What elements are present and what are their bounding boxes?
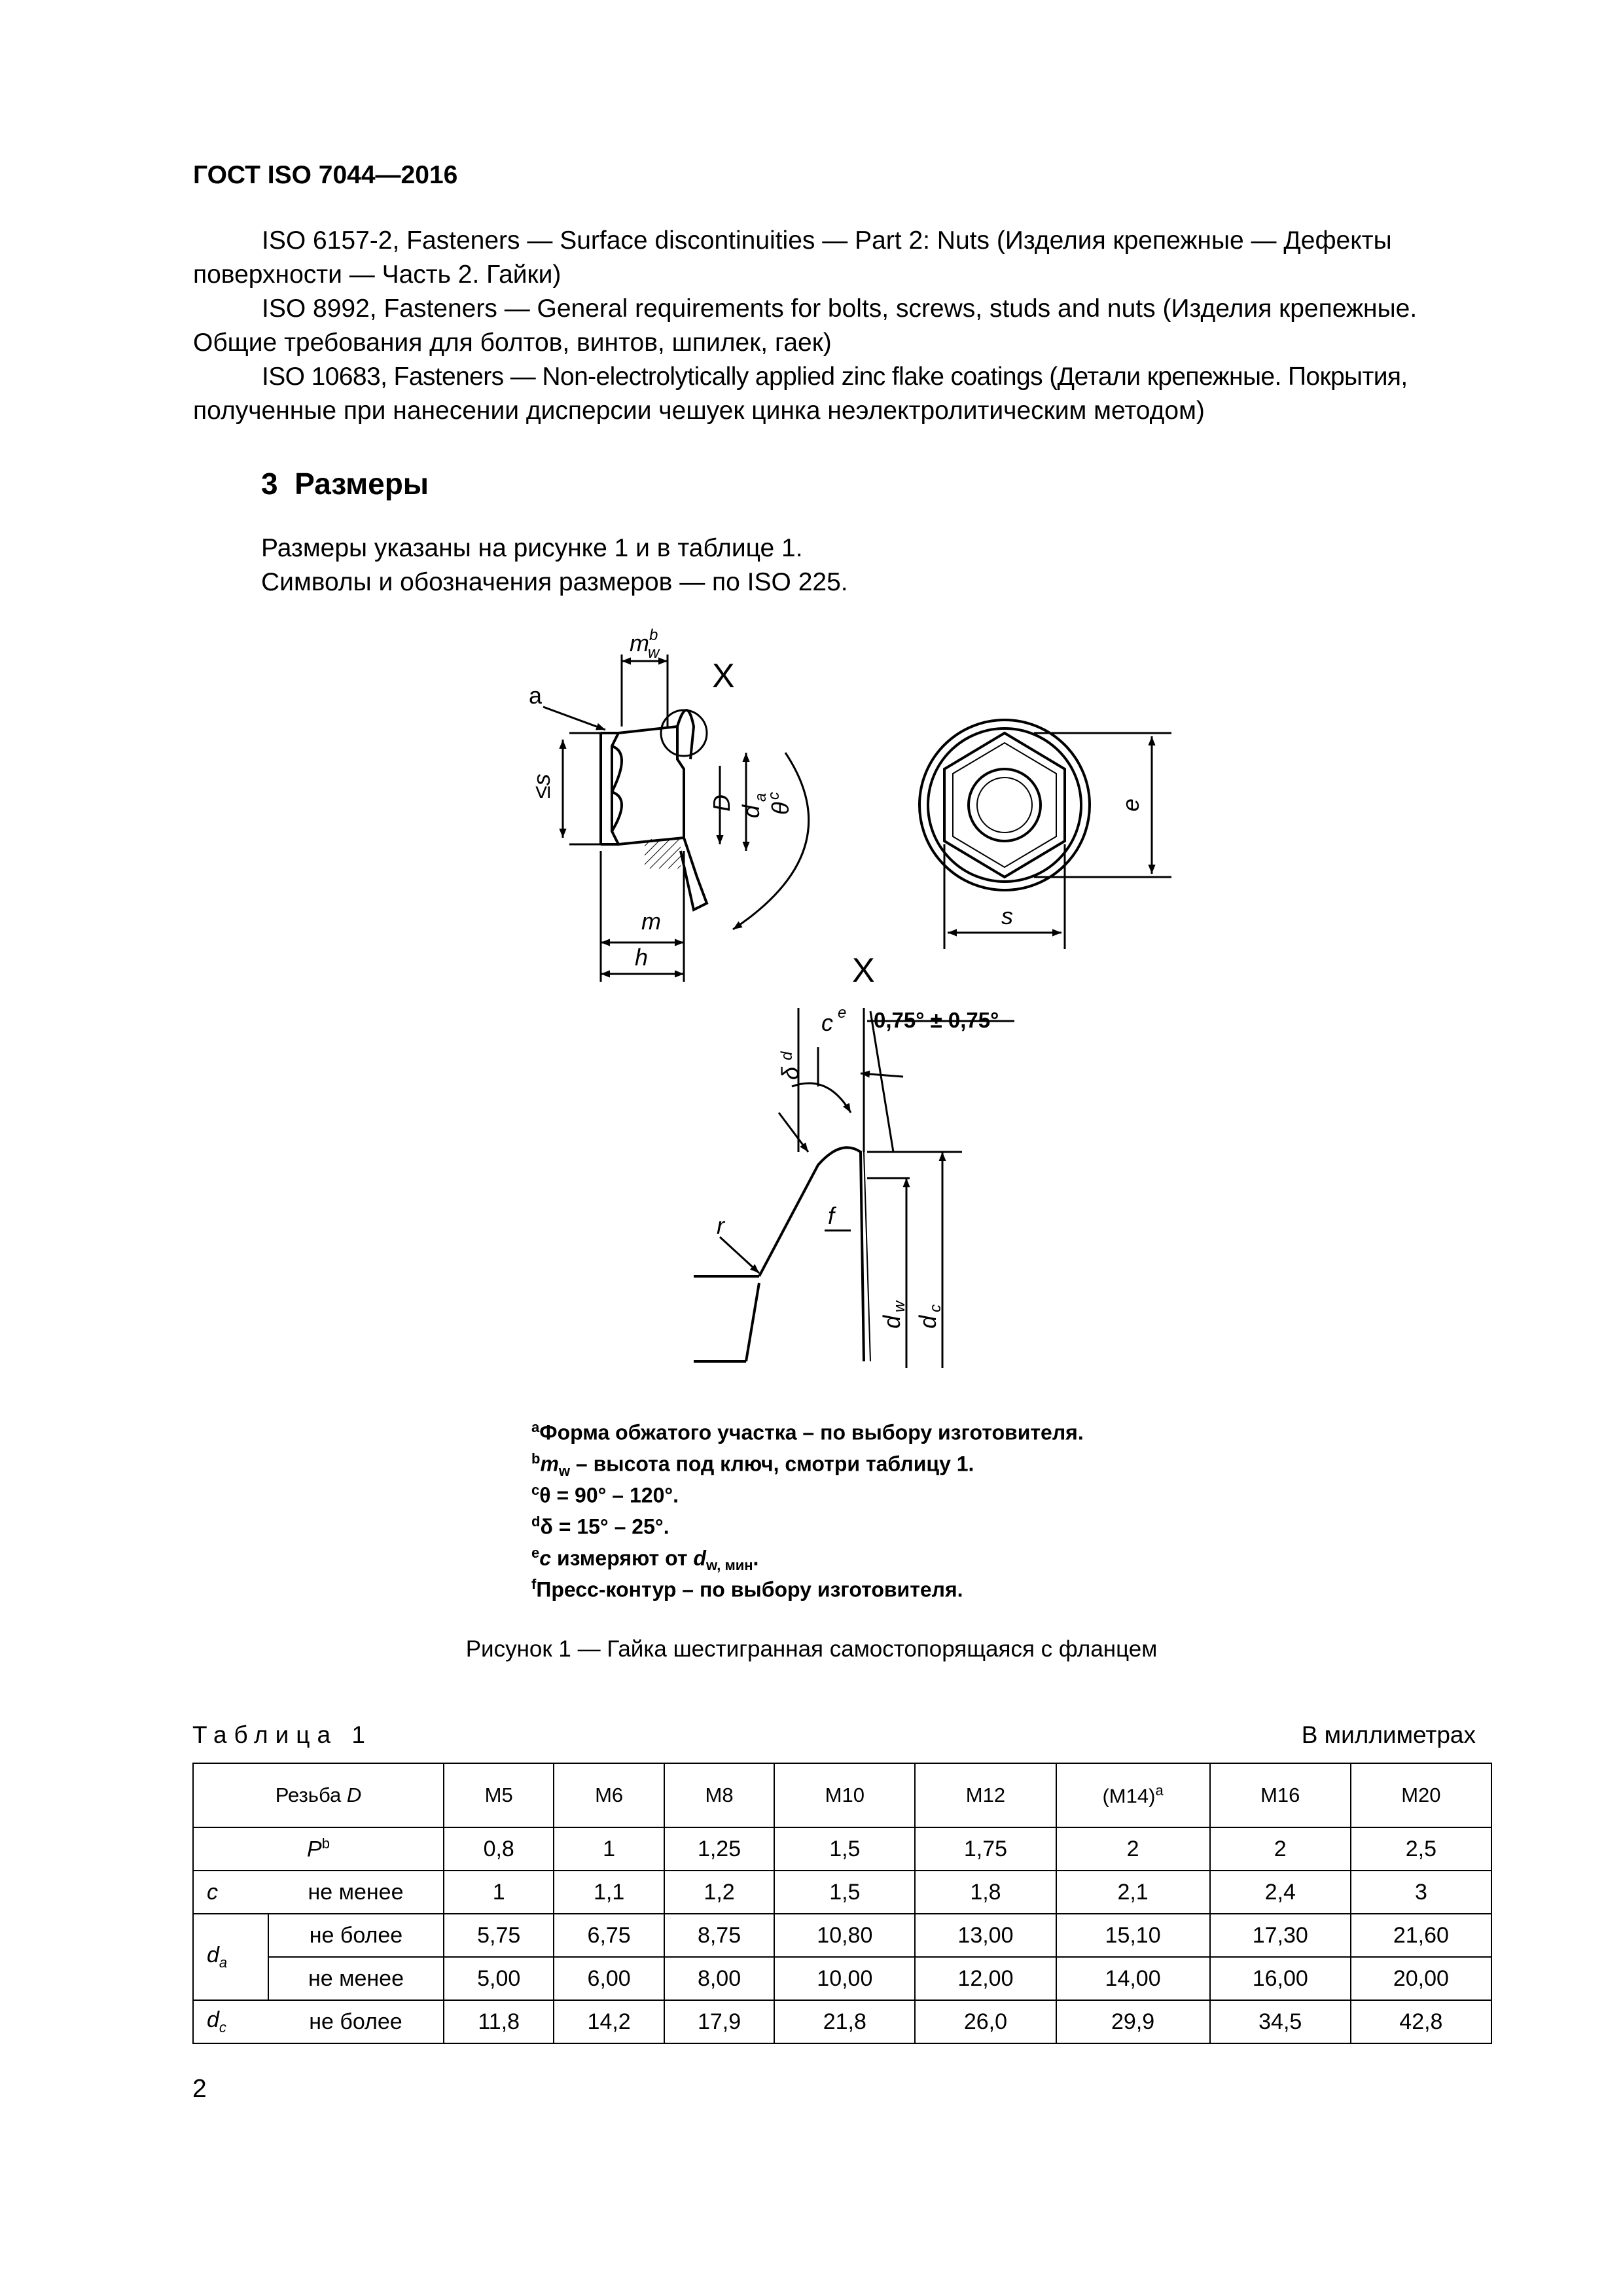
col-header: M6 [554, 1763, 664, 1827]
reference-line: ISO 10683, Fasteners — Non-electrolytically applied zinc flake coatings (Детали крепежные. Покрытия, [262, 363, 1408, 391]
header-thread: Резьба D [193, 1763, 444, 1827]
label-s-le: ≤s [528, 774, 555, 798]
row-qualifier: не менее [268, 1957, 444, 2000]
table-row-da-min [193, 1957, 1491, 2000]
intro-line: Символы и обозначения размеров — по ISO 225. [261, 568, 848, 596]
intro-line: Размеры указаны на рисунке 1 и в таблице 1. [261, 534, 803, 562]
reference-line: полученные при нанесении дисперсии чешуек цинка неэлектролитическим методом) [193, 397, 1205, 425]
label-f: f [828, 1202, 835, 1229]
label-dc: d [914, 1315, 941, 1329]
table-cell: 21,8 [774, 2000, 915, 2043]
label-s: s [1001, 903, 1013, 929]
table-cell: 3 [1351, 1871, 1491, 1914]
table-cell: 1 [554, 1827, 664, 1871]
label-da: d [738, 804, 764, 818]
label-theta: θ [767, 802, 794, 815]
table-cell: 1,5 [774, 1827, 915, 1871]
table-cell: 17,30 [1210, 1914, 1351, 1957]
table-cell: 2,1 [1056, 1871, 1210, 1914]
col-header: M16 [1210, 1763, 1351, 1827]
table-cell: 42,8 [1351, 2000, 1491, 2043]
table-cell: 10,00 [774, 1957, 915, 2000]
label-angle: 0,75° ± 0,75° [874, 1008, 999, 1032]
label-m: m [641, 908, 661, 935]
label-da-sub: a [752, 793, 770, 802]
footnote-d: $^d$δ = 15° – 25°. [531, 1513, 669, 1539]
table-cell: 20,00 [1351, 1957, 1491, 2000]
label-r: r [717, 1212, 724, 1239]
table-cell: 2 [1210, 1827, 1351, 1871]
table-cell: 1,5 [774, 1871, 915, 1914]
label-c-sup: e [838, 1004, 847, 1022]
table-cell: 5,75 [444, 1914, 554, 1957]
table-row-p [193, 1827, 1491, 1871]
section-title-text: Размеры [294, 467, 429, 501]
table-title: Таблица 1 [192, 1721, 372, 1748]
table-row-c [193, 1871, 1491, 1914]
table-cell: 34,5 [1210, 2000, 1351, 2043]
reference-line: ISO 6157-2, Fasteners — Surface discontinuities — Part 2: Nuts (Изделия крепежные — Дефекты [262, 226, 1392, 255]
label-dw-sub: w [891, 1300, 908, 1312]
table-header-row [193, 1763, 1491, 1827]
label-mw-sup: b [649, 626, 658, 644]
table-cell: 1,25 [664, 1827, 774, 1871]
label-x-detail: X [852, 952, 875, 990]
table-cell: 6,75 [554, 1914, 664, 1957]
label-c: c [821, 1009, 833, 1036]
table-cell: 6,00 [554, 1957, 664, 2000]
table-units: В миллиметрах [1301, 1721, 1476, 1748]
table-cell: 17,9 [664, 2000, 774, 2043]
label-theta-sup: c [765, 792, 783, 800]
table-cell: 0,8 [444, 1827, 554, 1871]
table-cell: 5,00 [444, 1957, 554, 2000]
reference-line: ISO 8992, Fasteners — General requirements for bolts, screws, studs and nuts (Изделия крепежные. [262, 295, 1418, 323]
col-header: M5 [444, 1763, 554, 1827]
page-number: 2 [192, 2075, 207, 2103]
reference-line: поверхности — Часть 2. Гайки) [193, 260, 562, 289]
row-label-p: $P^b$ [193, 1827, 444, 1871]
table-cell: 1,8 [915, 1871, 1056, 1914]
table-cell: 10,80 [774, 1914, 915, 1957]
row-label-dc: $d_c$ [193, 2000, 268, 2043]
table-cell: 1,2 [664, 1871, 774, 1914]
table-row-dc [193, 2000, 1491, 2043]
label-delta-sup: d [778, 1051, 796, 1060]
col-header: M20 [1351, 1763, 1491, 1827]
table-cell: 11,8 [444, 2000, 554, 2043]
col-header: M8 [664, 1763, 774, 1827]
label-a: a [529, 682, 543, 709]
table-row-da-max [193, 1914, 1491, 1957]
table-cell: 14,2 [554, 2000, 664, 2043]
table-cell: 15,10 [1056, 1914, 1210, 1957]
label-D: D [708, 795, 735, 812]
table-cell: 2,5 [1351, 1827, 1491, 1871]
table-cell: 1 [444, 1871, 554, 1914]
table-cell: 26,0 [915, 2000, 1056, 2043]
footnote-e: $^e$c измеряют от $d_{w, мин}$. [531, 1545, 759, 1574]
table-cell: 1,1 [554, 1871, 664, 1914]
label-h: h [635, 944, 649, 971]
table-cell: 29,9 [1056, 2000, 1210, 2043]
table-cell: 8,75 [664, 1914, 774, 1957]
dimensions-table [192, 1763, 1492, 2044]
table-cell: 8,00 [664, 1957, 774, 2000]
row-qualifier: не менее [268, 1871, 444, 1914]
col-header: M12 [915, 1763, 1056, 1827]
footnote-f: $^f$Пресс-контур – по выбору изготовителя. [531, 1576, 963, 1602]
row-label-c: c [193, 1871, 268, 1914]
section-number: 3 [261, 467, 278, 501]
figure-caption: Рисунок 1 — Гайка шестигранная самостопорящаяся с фланцем [465, 1636, 1158, 1662]
table-cell: 12,00 [915, 1957, 1056, 2000]
table-cell: 2 [1056, 1827, 1210, 1871]
reference-line: Общие требования для болтов, винтов, шпилек, гаек) [193, 329, 832, 357]
hatched-section [645, 839, 681, 869]
table-cell: 13,00 [915, 1914, 1056, 1957]
col-header: M10 [774, 1763, 915, 1827]
label-dw: d [878, 1315, 905, 1329]
document-header: ГОСТ ISO 7044—2016 [193, 161, 458, 189]
label-mw: m [630, 630, 649, 656]
table-cell: 14,00 [1056, 1957, 1210, 2000]
table-cell: 2,4 [1210, 1871, 1351, 1914]
table-cell: 16,00 [1210, 1957, 1351, 2000]
row-qualifier: не более [268, 2000, 444, 2043]
footnote-a: $^a$Форма обжатого участка – по выбору изготовителя. [531, 1419, 1084, 1444]
footnote-b: $^bm_w$ – высота под ключ, смотри таблицу 1. [531, 1450, 974, 1480]
label-x-top: X [712, 657, 735, 695]
row-qualifier: не более [268, 1914, 444, 1957]
footnote-c: $^c$θ = 90° – 120°. [531, 1482, 679, 1507]
label-delta: δ [777, 1066, 804, 1080]
detail-x-view [694, 1147, 870, 1361]
label-mw-sub: w [648, 644, 660, 662]
table-cell: 21,60 [1351, 1914, 1491, 1957]
nut-side-view [601, 710, 707, 910]
label-dc-sub: c [927, 1304, 944, 1312]
table-cell: 1,75 [915, 1827, 1056, 1871]
label-e: e [1117, 798, 1144, 812]
col-header-m14: $(M14)^a$ [1056, 1763, 1210, 1827]
row-label-da: $d_a$ [193, 1914, 268, 2000]
